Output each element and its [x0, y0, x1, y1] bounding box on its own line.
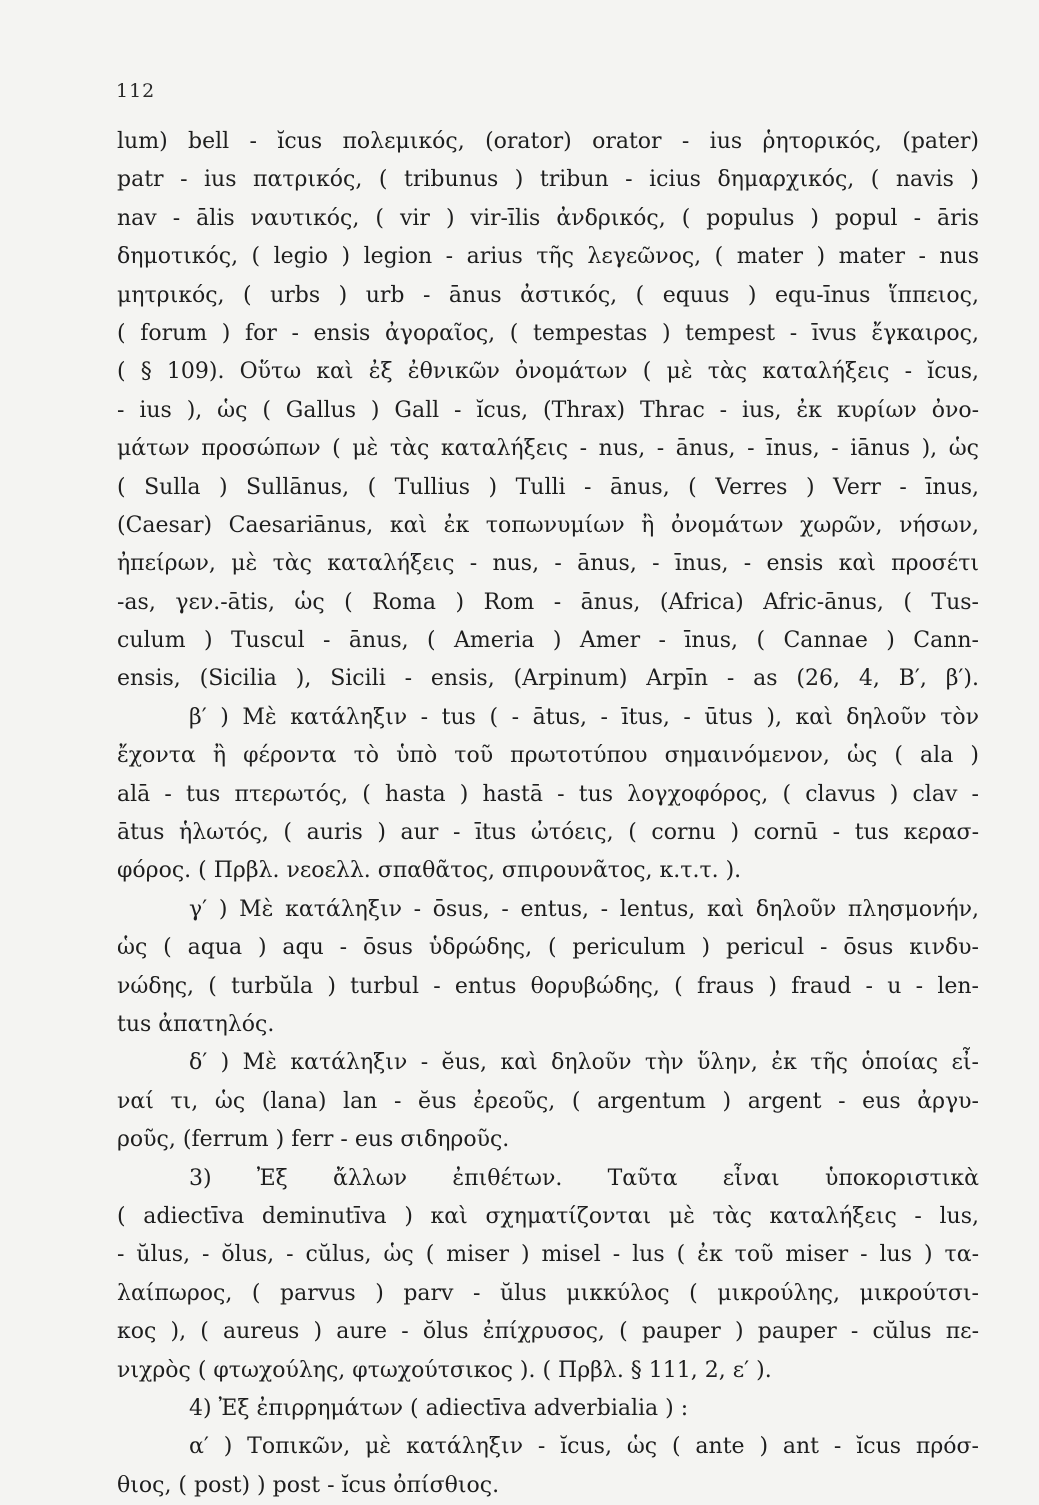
text-line: ( adiectīva deminutīva ) καὶ σχηματίζονται μὲ τὰς καταλήξεις - lus, — [117, 1203, 979, 1229]
text-line: ὡς ( aqua ) aqu - ōsus ὑδρώδης, ( periculum ) pericul - ōsus κινδυ- — [117, 935, 979, 961]
text-line: -as, γεν.-ātis, ὡς ( Roma ) Rom - ānus, (Africa) Afric-ānus, ( Tus- — [117, 589, 979, 615]
text-line: κος ), ( aureus ) aure - ŏlus ἐπίχρυσος, ( pauper ) pauper - cŭlus πε- — [117, 1319, 979, 1345]
body-text — [117, 123, 979, 1505]
text-line: tus ἀπατηλός. — [117, 1011, 275, 1037]
text-line: ensis, (Sicilia ), Sicili - ensis, (Arpinum) Arpīn - as (26, 4, B′, β′). — [117, 666, 979, 692]
text-line: alā - tus πτερωτός, ( hasta ) hastā - tus λογχοφόρος, ( clavus ) clav - — [117, 781, 979, 807]
text-line: φόρος. ( Πρβλ. νεοελλ. σπαθᾶτος, σπιρουνᾶτος, κ.τ.τ. ). — [117, 858, 742, 884]
text-line: ἠπείρων, μὲ τὰς καταλήξεις - nus, - ānus, - īnus, - ensis καὶ προσέτι — [117, 551, 979, 577]
text-line: ροῦς, (ferrum ) ferr - eus σιδηροῦς. — [117, 1127, 510, 1153]
text-line: γ′ ) Μὲ κατάληξιν - ōsus, - entus, - lentus, καὶ δηλοῦν πλησμονήν, — [189, 896, 979, 922]
text-line: νιχρὸς ( φτωχούλης, φτωχούτσικος ). ( Πρβλ. § 111, 2, ε′ ). — [117, 1357, 772, 1383]
text-line: (Caesar) Caesariānus, καὶ ἐκ τοπωνυμίων ἢ ὀνομάτων χωρῶν, νήσων, — [117, 512, 979, 538]
text-line: δημοτικός, ( legio ) legion - arius τῆς λεγεῶνος, ( mater ) mater - nus — [117, 244, 979, 270]
text-line: ἔχοντα ἢ φέροντα τὸ ὑπὸ τοῦ πρωτοτύπου σημαινόμενον, ὡς ( ala ) — [117, 743, 979, 769]
page-number: 112 — [116, 80, 156, 102]
text-line: 3) Ἐξ ἄλλων ἐπιθέτων. Ταῦτα εἶναι ὑποκοριστικὰ — [189, 1165, 979, 1191]
text-line: ( § 109). Οὕτω καὶ ἐξ ἐθνικῶν ὀνομάτων ( μὲ τὰς καταλήξεις - ĭcus, — [117, 359, 979, 385]
text-line: lum) bell - ĭcus πολεμικός, (orator) orator - ius ῥητορικός, (pater) — [117, 129, 979, 154]
text-line: patr - ius πατρικός, ( tribunus ) tribun - icius δημαρχικός, ( navis ) — [117, 167, 979, 193]
text-line: λαίπωρος, ( parvus ) parv - ŭlus μικκύλος ( μικρούλης, μικρούτσι- — [117, 1280, 979, 1306]
text-line: β′ ) Μὲ κατάληξιν - tus ( - ātus, - ītus, - ūtus ), καὶ δηλοῦν τὸν — [189, 704, 979, 730]
text-line: nav - ālis ναυτικός, ( vir ) vir-īlis ἀνδρικός, ( populus ) popul - āris — [117, 205, 979, 231]
text-line: μητρικός, ( urbs ) urb - ānus ἀστικός, ( equus ) equ-īnus ἵππειος, — [117, 282, 979, 308]
text-line: ( Sulla ) Sullānus, ( Tullius ) Tulli - ānus, ( Verres ) Verr - īnus, — [117, 474, 979, 500]
text-line: νώδης, ( turbŭla ) turbul - entus θορυβώδης, ( fraus ) fraud - u - len- — [117, 973, 979, 999]
text-line: 4) Ἐξ ἐπιρρημάτων ( adiectīva adverbialia ) : — [189, 1395, 689, 1421]
text-line: - ius ), ὡς ( Gallus ) Gall - ĭcus, (Thrax) Thrac - ius, ἐκ κυρίων ὀνο- — [117, 397, 979, 423]
text-line: - ŭlus, - ŏlus, - cŭlus, ὡς ( miser ) misel - lus ( ἐκ τοῦ miser - lus ) τα- — [117, 1242, 979, 1268]
text-line: δ′ ) Μὲ κατάληξιν - ĕus, καὶ δηλοῦν τὴν ὕλην, ἐκ τῆς ὁποίας εἶ- — [189, 1050, 979, 1076]
text-line: α′ ) Τοπικῶν, μὲ κατάληξιν - ĭcus, ὡς ( ante ) ant - ĭcus πρόσ- — [189, 1434, 979, 1460]
text-line: ātus ἡλωτός, ( auris ) aur - ītus ὠτόεις, ( cornu ) cornū - tus κερασ- — [117, 820, 979, 846]
text-line: μάτων προσώπων ( μὲ τὰς καταλήξεις - nus, - ānus, - īnus, - iānus ), ὡς — [117, 436, 979, 462]
text-line: ( forum ) for - ensis ἀγοραῖος, ( tempestas ) tempest - īvus ἔγκαιρος, — [117, 320, 979, 346]
text-line: culum ) Tuscul - ānus, ( Ameria ) Amer - īnus, ( Cannae ) Cann- — [117, 628, 979, 654]
text-line: ναί τι, ὡς (lana) lan - ĕus ἐρεοῦς, ( argentum ) argent - eus ἀργυ- — [117, 1088, 979, 1114]
text-line: θιος, ( post) ) post - ĭcus ὀπίσθιος. — [117, 1472, 500, 1498]
